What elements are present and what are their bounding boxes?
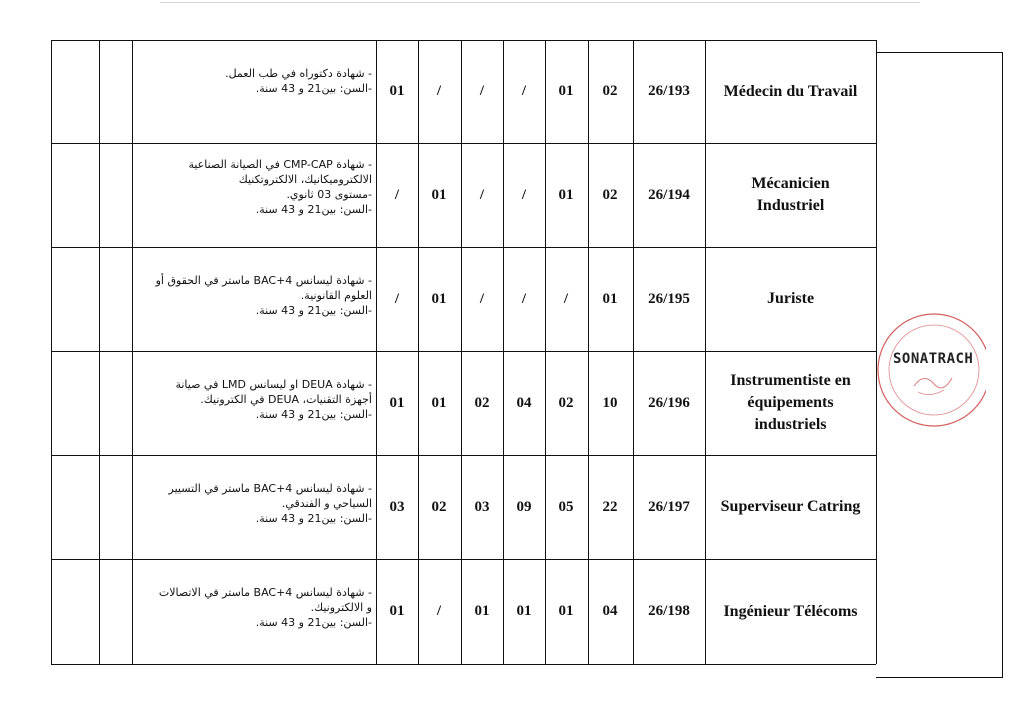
post-title xyxy=(705,455,876,559)
column-divider xyxy=(588,40,589,664)
count-cell: 09 xyxy=(516,498,532,515)
count-cell: / xyxy=(479,83,485,99)
requirements-text xyxy=(136,585,372,630)
outer-frame-right xyxy=(1002,52,1003,678)
count-cell: / xyxy=(436,83,442,99)
count-cell: / xyxy=(436,603,442,619)
requirement-line: -مستوى 03 ثانوي. xyxy=(286,188,372,201)
count-cell: 01 xyxy=(558,83,574,99)
stamp-seal-icon xyxy=(866,300,986,440)
requirement-line: - شهادة DEUA او ليسانس LMD في صيانة xyxy=(175,378,372,391)
count-cell: 01 xyxy=(431,394,447,411)
post-title xyxy=(705,351,876,455)
post-title-line: Juriste xyxy=(766,290,815,307)
requirement-line: و الالكترونيك. xyxy=(310,601,372,614)
count-cell: 02 xyxy=(602,83,618,99)
column-divider xyxy=(132,40,133,664)
count-cell: 01 xyxy=(516,603,532,619)
count-cell: / xyxy=(479,290,485,307)
requirement-line: -السن: بين21 و 43 سنة. xyxy=(255,616,372,629)
count-cell: 03 xyxy=(389,498,405,515)
requirement-line: - شهادة ليسانس BAC+4 ماستر في الحقوق أو xyxy=(155,274,372,287)
count-cell: / xyxy=(521,290,527,307)
post-title xyxy=(705,247,876,351)
post-code: 26/198 xyxy=(648,603,690,619)
post-title-line: Ingénieur Télécoms xyxy=(723,602,858,620)
post-title-line: Superviseur Catring xyxy=(720,498,861,515)
post-code: 26/195 xyxy=(648,290,690,307)
count-cell: 04 xyxy=(602,603,618,619)
count-cell: / xyxy=(479,186,485,203)
post-title-line: équipements xyxy=(747,394,834,411)
count-cell: 02 xyxy=(558,394,574,411)
count-cell: 22 xyxy=(602,498,618,515)
column-divider xyxy=(99,40,100,664)
post-code: 26/196 xyxy=(648,394,690,411)
count-cell: / xyxy=(521,83,527,99)
requirements-text xyxy=(136,66,372,96)
requirements-text xyxy=(136,157,372,217)
count-cell: 01 xyxy=(431,290,447,307)
count-cell: 04 xyxy=(516,394,532,411)
count-cell: / xyxy=(521,186,527,203)
requirement-line: العلوم القانونية. xyxy=(300,289,372,302)
requirement-line: - شهادة ليسانس BAC+4 ماستر في التسيير xyxy=(168,482,372,495)
requirement-line: - شهادة دكتوراه في طب العمل. xyxy=(225,67,372,80)
post-title-line: industriels xyxy=(754,416,827,433)
count-cell: 02 xyxy=(474,394,490,411)
post-title xyxy=(705,559,876,664)
requirement-line: -السن: بين21 و 43 سنة. xyxy=(255,82,372,95)
post-code: 26/194 xyxy=(648,186,690,203)
post-title xyxy=(705,143,876,247)
requirement-line: أجهزة التقنيات، DEUA في الكترونيك. xyxy=(200,393,372,406)
requirement-line: السياحي و الفندقي. xyxy=(281,497,372,510)
requirements-text xyxy=(136,273,372,318)
count-cell: / xyxy=(394,290,400,307)
post-title-line: Mécanicien xyxy=(751,175,830,192)
post-title xyxy=(705,40,876,143)
requirement-line: - شهادة CMP-CAP في الصيانة الصناعية xyxy=(188,158,372,171)
post-title-line: Industriel xyxy=(756,197,825,214)
row-divider xyxy=(51,664,876,665)
requirement-line: الالكتروميكانيك، الالكتروتكنيك xyxy=(238,173,372,186)
post-code: 26/197 xyxy=(648,498,690,515)
count-cell: 01 xyxy=(558,603,574,619)
count-cell: 01 xyxy=(389,83,405,99)
count-cell: 05 xyxy=(558,498,574,515)
count-cell: / xyxy=(563,290,569,307)
requirements-text xyxy=(136,377,372,422)
count-cell: 01 xyxy=(389,394,405,411)
requirement-line: -السن: بين21 و 43 سنة. xyxy=(255,408,372,421)
post-code: 26/193 xyxy=(648,83,690,99)
count-cell: 01 xyxy=(474,603,490,619)
count-cell: 02 xyxy=(431,498,447,515)
count-cell: 02 xyxy=(602,186,618,203)
count-cell: 01 xyxy=(602,290,618,307)
count-cell: 01 xyxy=(558,186,574,203)
stamp-label: SONATRACH xyxy=(893,351,974,367)
count-cell: / xyxy=(394,186,400,203)
requirement-line: - شهادة ليسانس BAC+4 ماستر في الاتصالات xyxy=(158,586,372,599)
count-cell: 10 xyxy=(602,394,618,411)
count-cell: 03 xyxy=(474,498,490,515)
post-title-line: Instrumentiste en xyxy=(730,372,851,389)
count-cell: 01 xyxy=(389,603,405,619)
post-title-line: Médecin du Travail xyxy=(723,82,858,100)
page-top-edge xyxy=(160,2,920,3)
count-cell: 01 xyxy=(431,186,447,203)
requirements-text xyxy=(136,481,372,526)
requirement-line: -السن: بين21 و 43 سنة. xyxy=(255,304,372,317)
outer-frame-bottom xyxy=(876,677,1003,678)
requirement-line: -السن: بين21 و 43 سنة. xyxy=(255,512,372,525)
column-divider xyxy=(51,40,52,664)
outer-frame-top xyxy=(876,52,1003,53)
requirement-line: -السن: بين21 و 43 سنة. xyxy=(255,203,372,216)
